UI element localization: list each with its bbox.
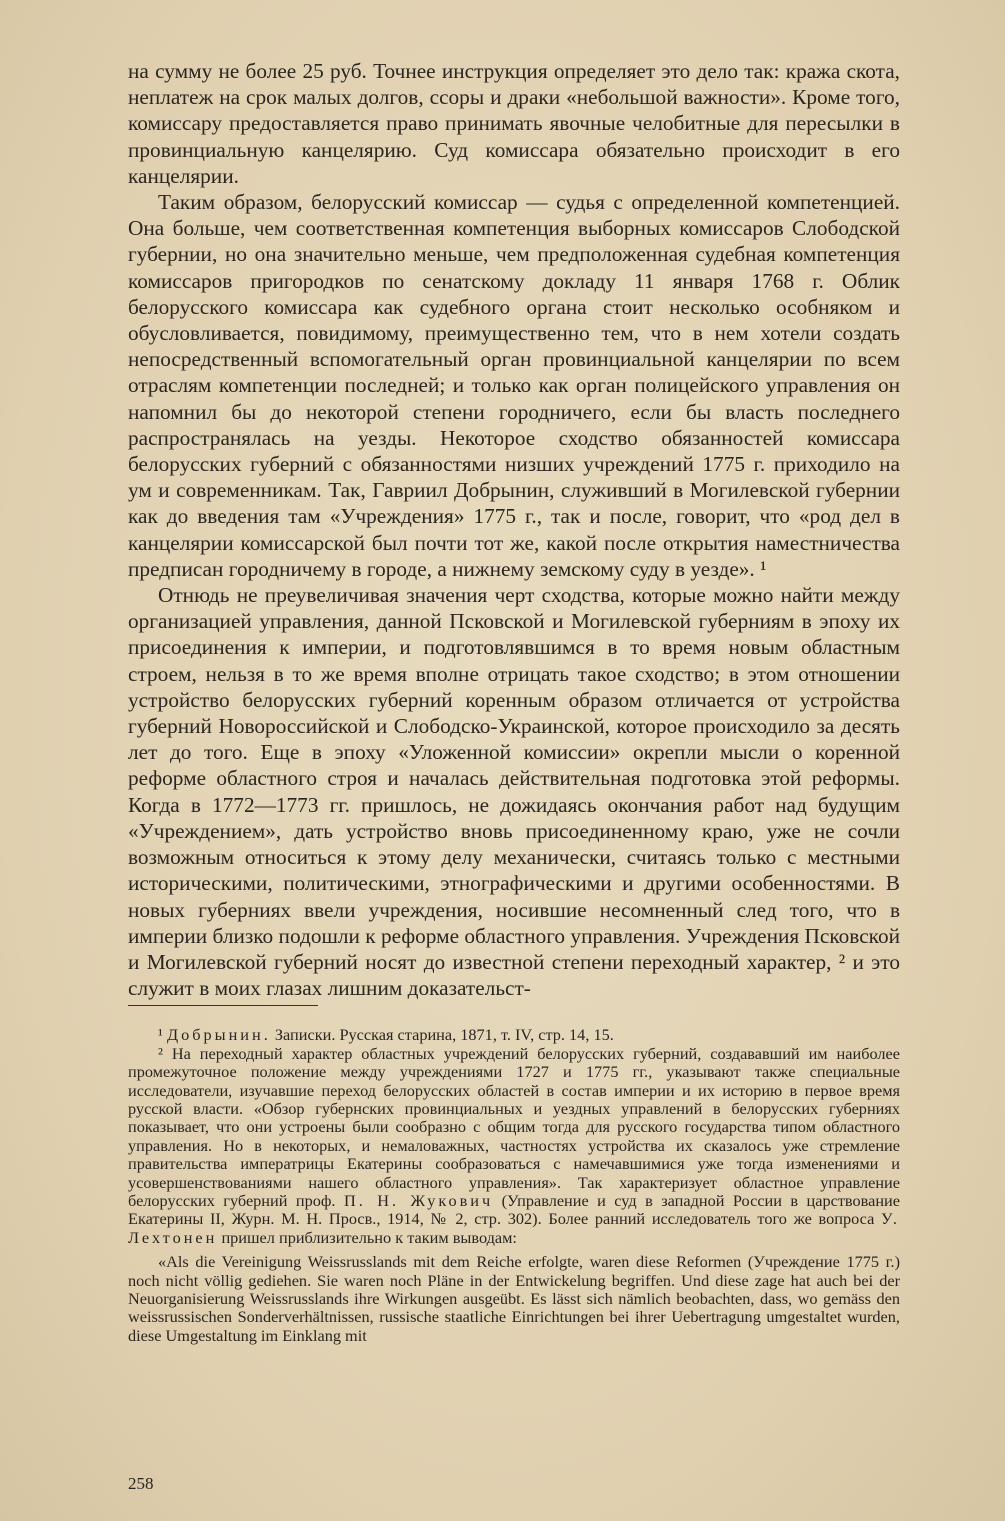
footnote-1-author: Добрынин. xyxy=(166,1025,271,1045)
footnote-2-text-b: (Управление и суд в западной России в царствование Екатерины II, Журн. М. Н. Просв., 1914, № 2, стр. 302). Более ранний исследователь того же вопроса xyxy=(128,1190,901,1229)
footnote-2-quote: «Als die Vereinigung Weissrusslands mit dem Reiche erfolgte, waren diese Reformen (Учреждение 1775 г.) noch nicht völlig gediehen. Sie waren noch Pläne in der Entwickelung begriffen. Und diese zage hat auch bei der Neuorganisierung Weissrusslands ihre Wirkungen ausgeübt. Es lässt sich nämlich beobachten, dass, wo gemäss den weissrussischen Sonderverhältnissen, russische staatliche Einrichtungen bei ihrer Uebertragung umgestaltet wurden, diese Umgestaltung im Einklang mit xyxy=(128,1252,900,1345)
footnote-2-text-c: пришел приблизительно к таким выводам: xyxy=(221,1227,517,1247)
footnote-1 xyxy=(128,1026,900,1044)
footnote-1-text: Записки. Русская старина, 1871, т. IV, стр. 14, 15. xyxy=(274,1025,614,1045)
page-number: 258 xyxy=(128,1474,154,1493)
footnote-separator xyxy=(128,1005,318,1006)
footnote-2-marker: ² xyxy=(158,1043,163,1063)
paragraph-2: Таким образом, белорусский комиссар — судья с определенной компетенцией. Она больше, чем соответственная компетенция выборных комиссаров Слободской губернии, но она значительно меньше, чем предположенная судебная компетенция комиссаров пригородков по сенатскому докладу 11 января 1768 г. Облик белорусского комиссара как судебного органа стоит несколько особняком и обусловливается, повидимому, преимущественно тем, что в нем хотели создать непосредственный вспомогательный орган провинциальной канцелярии по всем отраслям компетенции последней; и только как орган полицейского управления он напомнил бы до некоторой степени городничего, если бы власть последнего распространялась на уезды. Некоторое сходство обязанностей комиссара белорусских губерний с обязанностями низших учреждений 1775 г. приходило на ум и современникам. Так, Гавриил Добрынин, служивший в Могилевской губернии как до введения там «Учреждения» 1775 г., так и после, говорит, что «род дел в канцелярии комиссарской был почти тот же, какой после открытия наместничества предписан городничему в городе, а нижнему земскому суду в уезде». ¹ xyxy=(128,190,900,581)
footnotes xyxy=(128,1026,900,1345)
main-text xyxy=(128,58,900,1001)
footnote-2-author-1: П. Н. Жукович xyxy=(343,1190,494,1210)
footnote-2-text-a: На переходный характер областных учреждений белорусских губерний, создававший им наиболее промежуточное положение между учреждениями 1727 и 1775 гг., указывают также специальные исследователи, изучавшие переход белорусских областей в состав империи и их историю в первое время русской власти. «Обзор губернских провинциальных и уездных управлений в белорусских губерниях показывает, что они устроены были сообразно с общим тогда для русского государства типом областного управления. Но в некоторых, и немаловажных, частностях устройства их сказалось уже стремление правительства императрицы Екатерины сообразоваться с намечавшимися уже тогда изменениями и усовершенствованиями нашего областного управления». Так характеризует областное управление белорусских губерний проф. xyxy=(128,1043,900,1210)
footnote-2 xyxy=(128,1045,900,1247)
paragraph-1: на сумму не более 25 руб. Точнее инструкция определяет это дело так: кража скота, неплатеж на срок малых долгов, ссоры и драки «небольшой важности». Кроме того, комиссару предоставляется право принимать явочные челобитные для пересылки в провинциальную канцелярию. Суд комиссара обязательно происходит в его канцелярии. xyxy=(128,59,900,188)
paragraph-3: Отнюдь не преувеличивая значения черт сходства, которые можно найти между организацией управления, данной Псковской и Могилевской губерниям в эпоху их присоединения к империи, и подготовлявшимся в то время новым областным строем, нельзя в то же время вполне отрицать такое сходство; в этом отношении устройство белорусских губерний коренным образом отличается от устройства губерний Новороссийской и Слободско-Украинской, которое происходило за десять лет до того. Еще в эпоху «Уложенной комиссии» окрепли мысли о коренной реформе областного строя и началась действительная подготовка этой реформы. Когда в 1772—1773 гг. пришлось, не дожидаясь окончания работ над будущим «Учреждением», дать устройство вновь присоединенному краю, уже не сочли возможным относиться к этому делу механически, считаясь только с местными историческими, политическими, этнографическими и другими особенностями. В новых губерниях ввели учреждения, носившие несомненный след того, что в империи близко подошли к реформе областного управления. Учреждения Псковской и Могилевской губерний носят до известной степени переходный характер, ² и это служит в моих глазах лишним доказательст- xyxy=(128,583,900,1001)
footnote-1-marker: ¹ xyxy=(158,1025,163,1045)
footnote-2-author-2: У. Лехтонен xyxy=(128,1209,900,1247)
